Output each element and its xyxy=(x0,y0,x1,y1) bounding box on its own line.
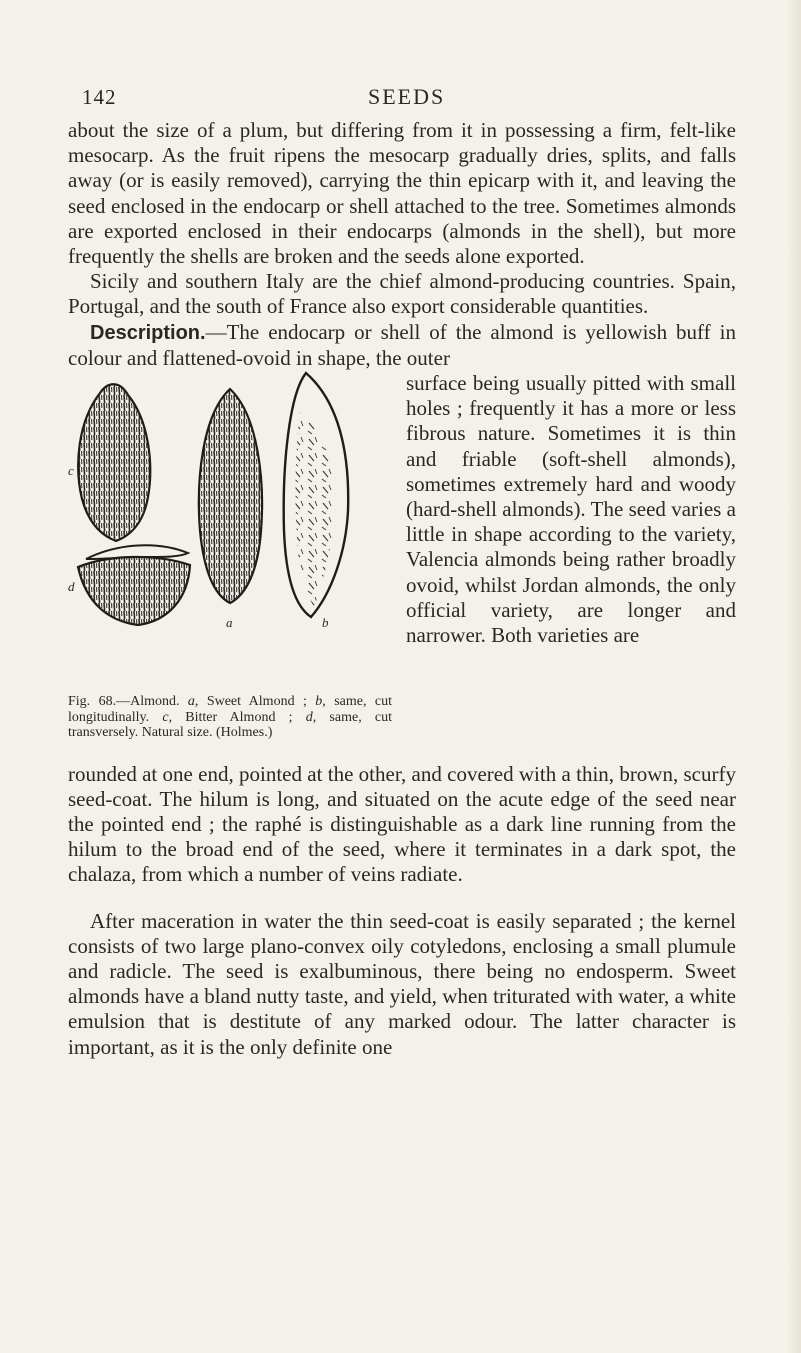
running-head: SEEDS xyxy=(368,84,446,109)
almond-d-section xyxy=(78,545,190,625)
wrapped-text-column: surface being usually pitted with small holes ; frequently it has a more or less fibrous nature. Sometimes it is thin and friable (soft-shell almonds), sometimes extremely hard and woody (hard-shell almonds). The seed varies a little in shape according to the variety, Valencia almonds being rather broadly ovoid, whilst Jordan almonds, the only official variety, are longer and narrower. Both varieties are xyxy=(406,371,736,648)
caption-text-2: , Sweet Almond ; xyxy=(194,694,316,710)
caption-text-1: —Almond. xyxy=(116,694,188,710)
paragraph-1: about the size of a plum, but differing from it in possessing a firm, felt-like mesocarp. As the fruit ripens the mesocarp gradually dries, splits, and falls away (or is easily removed), carrying the thin epicarp with it, and leaving the seed enclosed in the endocarp or shell attached to the tree. Sometimes almonds are exported enclosed in their endocarps (almonds in the shell), but more frequently the shells are broken and the seeds alone exported. xyxy=(68,118,736,269)
figure-caption xyxy=(68,694,398,741)
figure-wrap-block xyxy=(68,371,736,741)
caption-fig-number: Fig. 68. xyxy=(68,694,117,710)
caption-text-5: , same, cut transversely. Natural size. (Holmes.) xyxy=(68,709,392,741)
caption-letter-b: b xyxy=(315,694,323,710)
caption-letter-d: d xyxy=(305,709,313,725)
almond-drawing xyxy=(68,371,398,692)
almond-b-section xyxy=(284,373,349,617)
paragraph-3-intro: —The endocarp or shell of the almond is yellowish buff in colour and flattened-ovoid in shape, the outer xyxy=(68,319,736,370)
caption-letter-a: a xyxy=(187,694,195,710)
body-text-top xyxy=(68,118,736,371)
figure-68 xyxy=(68,371,398,741)
caption-text-4: , Bitter Almond ; xyxy=(168,709,306,725)
page-edge-shadow xyxy=(787,0,801,1353)
page-header xyxy=(68,0,801,118)
figure-label-b: b xyxy=(322,615,329,631)
page-number: 142 xyxy=(82,85,117,109)
almond-illustration xyxy=(68,371,398,692)
figure-label-d: d xyxy=(68,579,75,595)
paragraph-3-top xyxy=(68,320,736,371)
caption-text-3: , same, cut longitudinally. xyxy=(68,694,392,725)
paragraph-4: After maceration in water the thin seed-coat is easily separated ; the kernel consists of two large plano-convex oily cotyledons, enclosing a small plumule and radicle. The seed is exalbuminous, there being no endosperm. Sweet almonds have a bland nutty taste, and yield, when triturated with water, a white emulsion that is destitute of any marked odour. The latter character is important, as it is the only definite one xyxy=(68,908,736,1059)
caption-letter-c: c xyxy=(162,709,169,725)
body-text-bottom xyxy=(68,762,736,1060)
paragraph-3-continued: rounded at one end, pointed at the other, and covered with a thin, brown, scurfy seed-coat. The hilum is long, and situated on the acute edge of the seed near the pointed end ; the raphé is distinguishable as a dark line running from the hilum to the broad end of the seed, where it terminates in a dark spot, the chalaza, from which a number of veins radiate. xyxy=(68,761,736,887)
almond-a xyxy=(199,389,262,603)
figure-label-c: c xyxy=(68,463,74,479)
description-heading: Description. xyxy=(90,321,206,344)
figure-label-a: a xyxy=(226,615,233,631)
almond-c xyxy=(78,384,150,541)
paragraph-2: Sicily and southern Italy are the chief almond-producing countries. Spain, Portugal, and the south of France also export considerable quantities. xyxy=(68,269,736,319)
